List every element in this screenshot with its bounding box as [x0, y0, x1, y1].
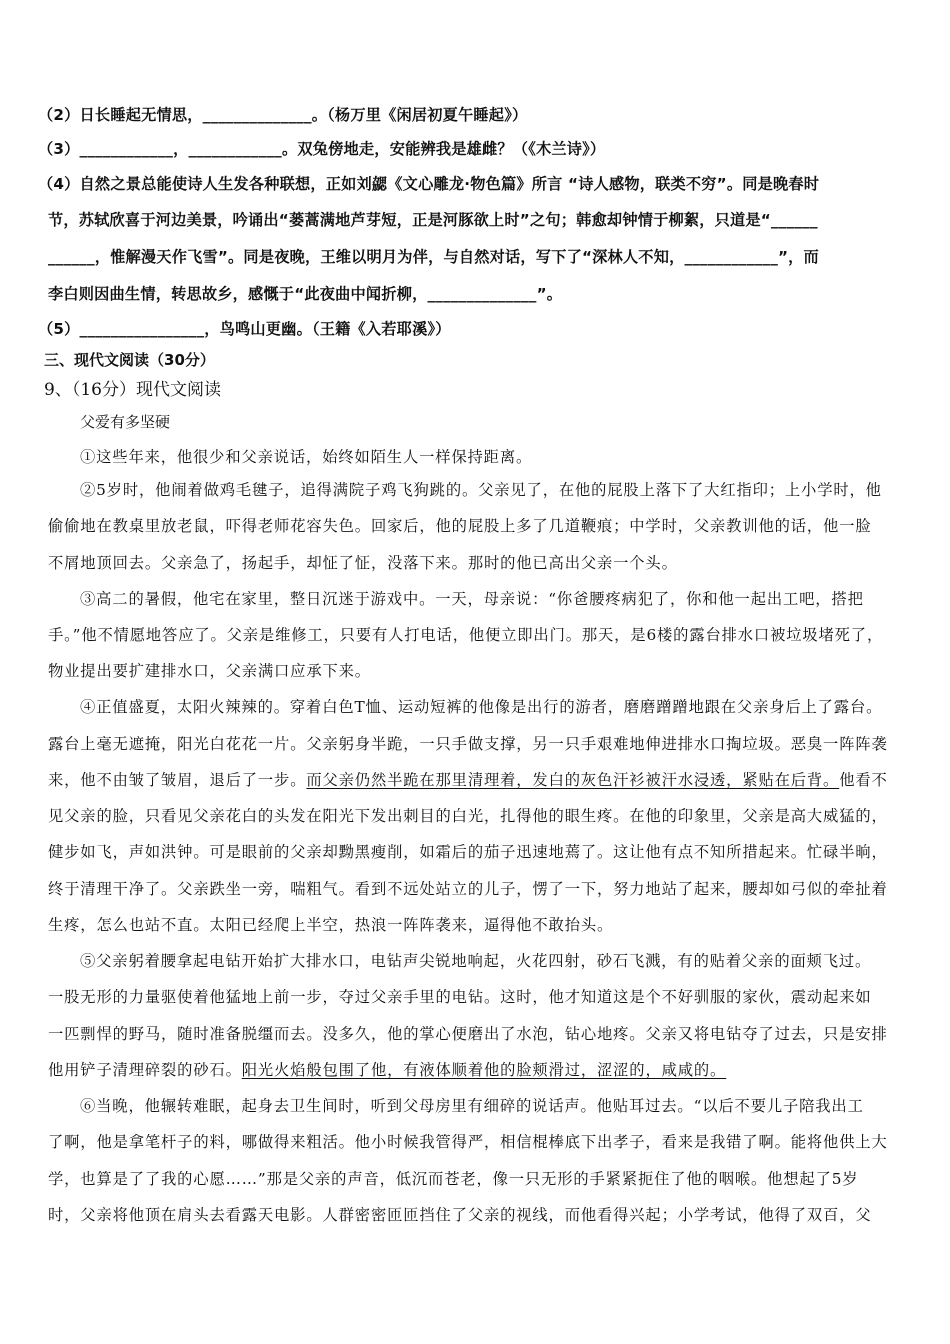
paragraph-1: ①这些年来，他很少和父亲说话，始终如陌生人一样保持距离。 — [80, 448, 533, 466]
paragraph-4-text: 他看不 — [839, 771, 888, 789]
paragraph-4-line: 见父亲的脸，只看见父亲花白的头发在阳光下发出刺目的白光，扎得他的眼生疼。在他的印象里，父亲是高大威猛的， — [48, 807, 888, 825]
paragraph-4-line: 健步如飞，声如洪钟。可是眼前的父亲却黝黑瘦削，如霜后的茄子迅速地蔫了。这让他有点不知所措起来。忙碌半晌， — [48, 843, 888, 861]
paragraph-5-line — [48, 1058, 726, 1080]
paragraph-2-line: 偷偷地在教桌里放老鼠，吓得老师花容失色。回家后，他的屁股上多了几道鞭痕；中学时，父亲教训他的话，他一脸 — [48, 517, 872, 535]
question-2-fill-in: （2）日长睡起无情思，______________。（杨万里《闲居初夏午睡起》） — [38, 106, 528, 124]
paragraph-6-line: 了啊，他是拿笔杆子的料，哪做得来粗活。他小时候我管得严，相信棍棒底下出孝子，看来是我错了啊。能将他供上大 — [48, 1133, 888, 1151]
paragraph-6-line: 时，父亲将他顶在肩头去看露天电影。人群密密匝匝挡住了父亲的视线，而他看得兴起；小学考试，他得了双百，父 — [48, 1206, 872, 1224]
paragraph-3-line: 手。”他不情愿地答应了。父亲是维修工，只要有人打电话，他便立即出门。那天，是6楼的露台排水口被垃圾堵死了， — [48, 626, 884, 644]
underlined-sentence: 阳光火焰般包围了他，有液体顺着他的脸颊滑过，涩涩的，咸咸的。 — [241, 1061, 727, 1079]
question-5-fill-in: （5）________________，鸟鸣山更幽。（王籍《入若耶溪》） — [38, 320, 451, 338]
paragraph-6-line: 学，也算是了了我的心愿……”那是父亲的声音，低沉而苍老，像一只无形的手紧紧扼住了他的咽喉。他想起了5岁 — [48, 1170, 859, 1188]
paragraph-2-line: 不屑地顶回去。父亲急了，扬起手，却怔了怔，没落下来。那时的他已高出父亲一个头。 — [48, 554, 678, 572]
question-header: 9、（16分）现代文阅读 — [44, 380, 221, 400]
paragraph-2-line: ②5岁时，他闹着做鸡毛毽子，追得满院子鸡飞狗跳的。父亲见了，在他的屁股上落下了大红指印；上小学时，他 — [80, 481, 882, 499]
question-4-line-1: （4）自然之景总能使诗人生发各种联想，正如刘勰《文心雕龙·物色篇》所言 “诗人感物，联类不穷”。同是晚春时 — [38, 175, 820, 193]
paragraph-5-line: ⑤父亲躬着腰拿起电钻开始扩大排水口，电钻声尖锐地响起，火花四射，砂石飞溅，有的贴着父亲的面颊飞过。 — [80, 952, 872, 970]
question-4-line-2: 节，苏轼欣喜于河边美景，吟诵出“蒌蒿满地芦芽短，正是河豚欲上时”之句；韩愈却钟情于柳絮，只道是“______ — [48, 211, 818, 229]
paragraph-4-line: 露台上毫无遮掩，阳光白花花一片。父亲躬身半跪，一只手做支撑，另一只手艰难地伸进排水口掏垃圾。恶臭一阵阵袭 — [48, 735, 888, 753]
question-4-line-3: ______，惟解漫天作飞雪”。同是夜晚，王维以明月为伴，与自然对话，写下了“深林人不知，____________”，而 — [48, 248, 819, 266]
paragraph-5-line: 一股无形的力量驱使着他猛地上前一步，夺过父亲手里的电钻。这时，他才知道这是个不好驯服的家伙，震动起来如 — [48, 988, 872, 1006]
paragraph-5-line: 一匹剽悍的野马，随时准备脱缰而去。没多久，他的掌心便磨出了水泡，钻心地疼。父亲又将电钻夺了过去，只是安排 — [48, 1025, 888, 1043]
question-3-fill-in: （3）____________，____________。双兔傍地走，安能辨我是雄雌？（《木兰诗》） — [38, 140, 606, 158]
paragraph-5-text: 他用铲子清理碎裂的砂石。 — [48, 1061, 242, 1079]
paragraph-3-line: ③高二的暑假，他宅在家里，整日沉迷于游戏中。一天，母亲说：“你爸腰疼病犯了，你和他一起出工吧，搭把 — [80, 590, 864, 608]
paragraph-4-text: 来，他不由皱了皱眉，退后了一步。 — [48, 771, 307, 789]
paragraph-4-line: 终于清理干净了。父亲跌坐一旁，喘粗气。看到不远处站立的儿子，愣了一下，努力地站了起来，腰却如弓似的牵扯着 — [48, 880, 888, 898]
underlined-sentence: 而父亲仍然半跪在那里清理着，发白的灰色汗衫被汗水浸透，紧贴在后背。 — [306, 771, 840, 789]
article-title: 父爱有多坚硬 — [80, 413, 171, 431]
question-4-line-4: 李白则因曲生情，转思故乡，感慨于“此夜曲中闻折柳，______________”。 — [48, 285, 563, 303]
paragraph-4-line: ④正值盛夏，太阳火辣辣的。穿着白色T恤、运动短裤的他像是出行的游者，磨磨蹭蹭地跟在父亲身后上了露台。 — [80, 698, 883, 716]
paragraph-6-line: ⑥当晚，他辗转难眠，起身去卫生间时，听到父母房里有细碎的说话声。他贴耳过去。“以后不要儿子陪我出工 — [80, 1097, 864, 1115]
paragraph-3-line: 物业提出要扩建排水口，父亲满口应承下来。 — [48, 662, 371, 680]
paragraph-4-line: 生疼，怎么也站不直。太阳已经爬上半空，热浪一阵阵袭来，逼得他不敢抬头。 — [48, 916, 614, 934]
paragraph-4-line — [48, 768, 888, 790]
section-title: 三、现代文阅读（30分） — [44, 351, 215, 369]
